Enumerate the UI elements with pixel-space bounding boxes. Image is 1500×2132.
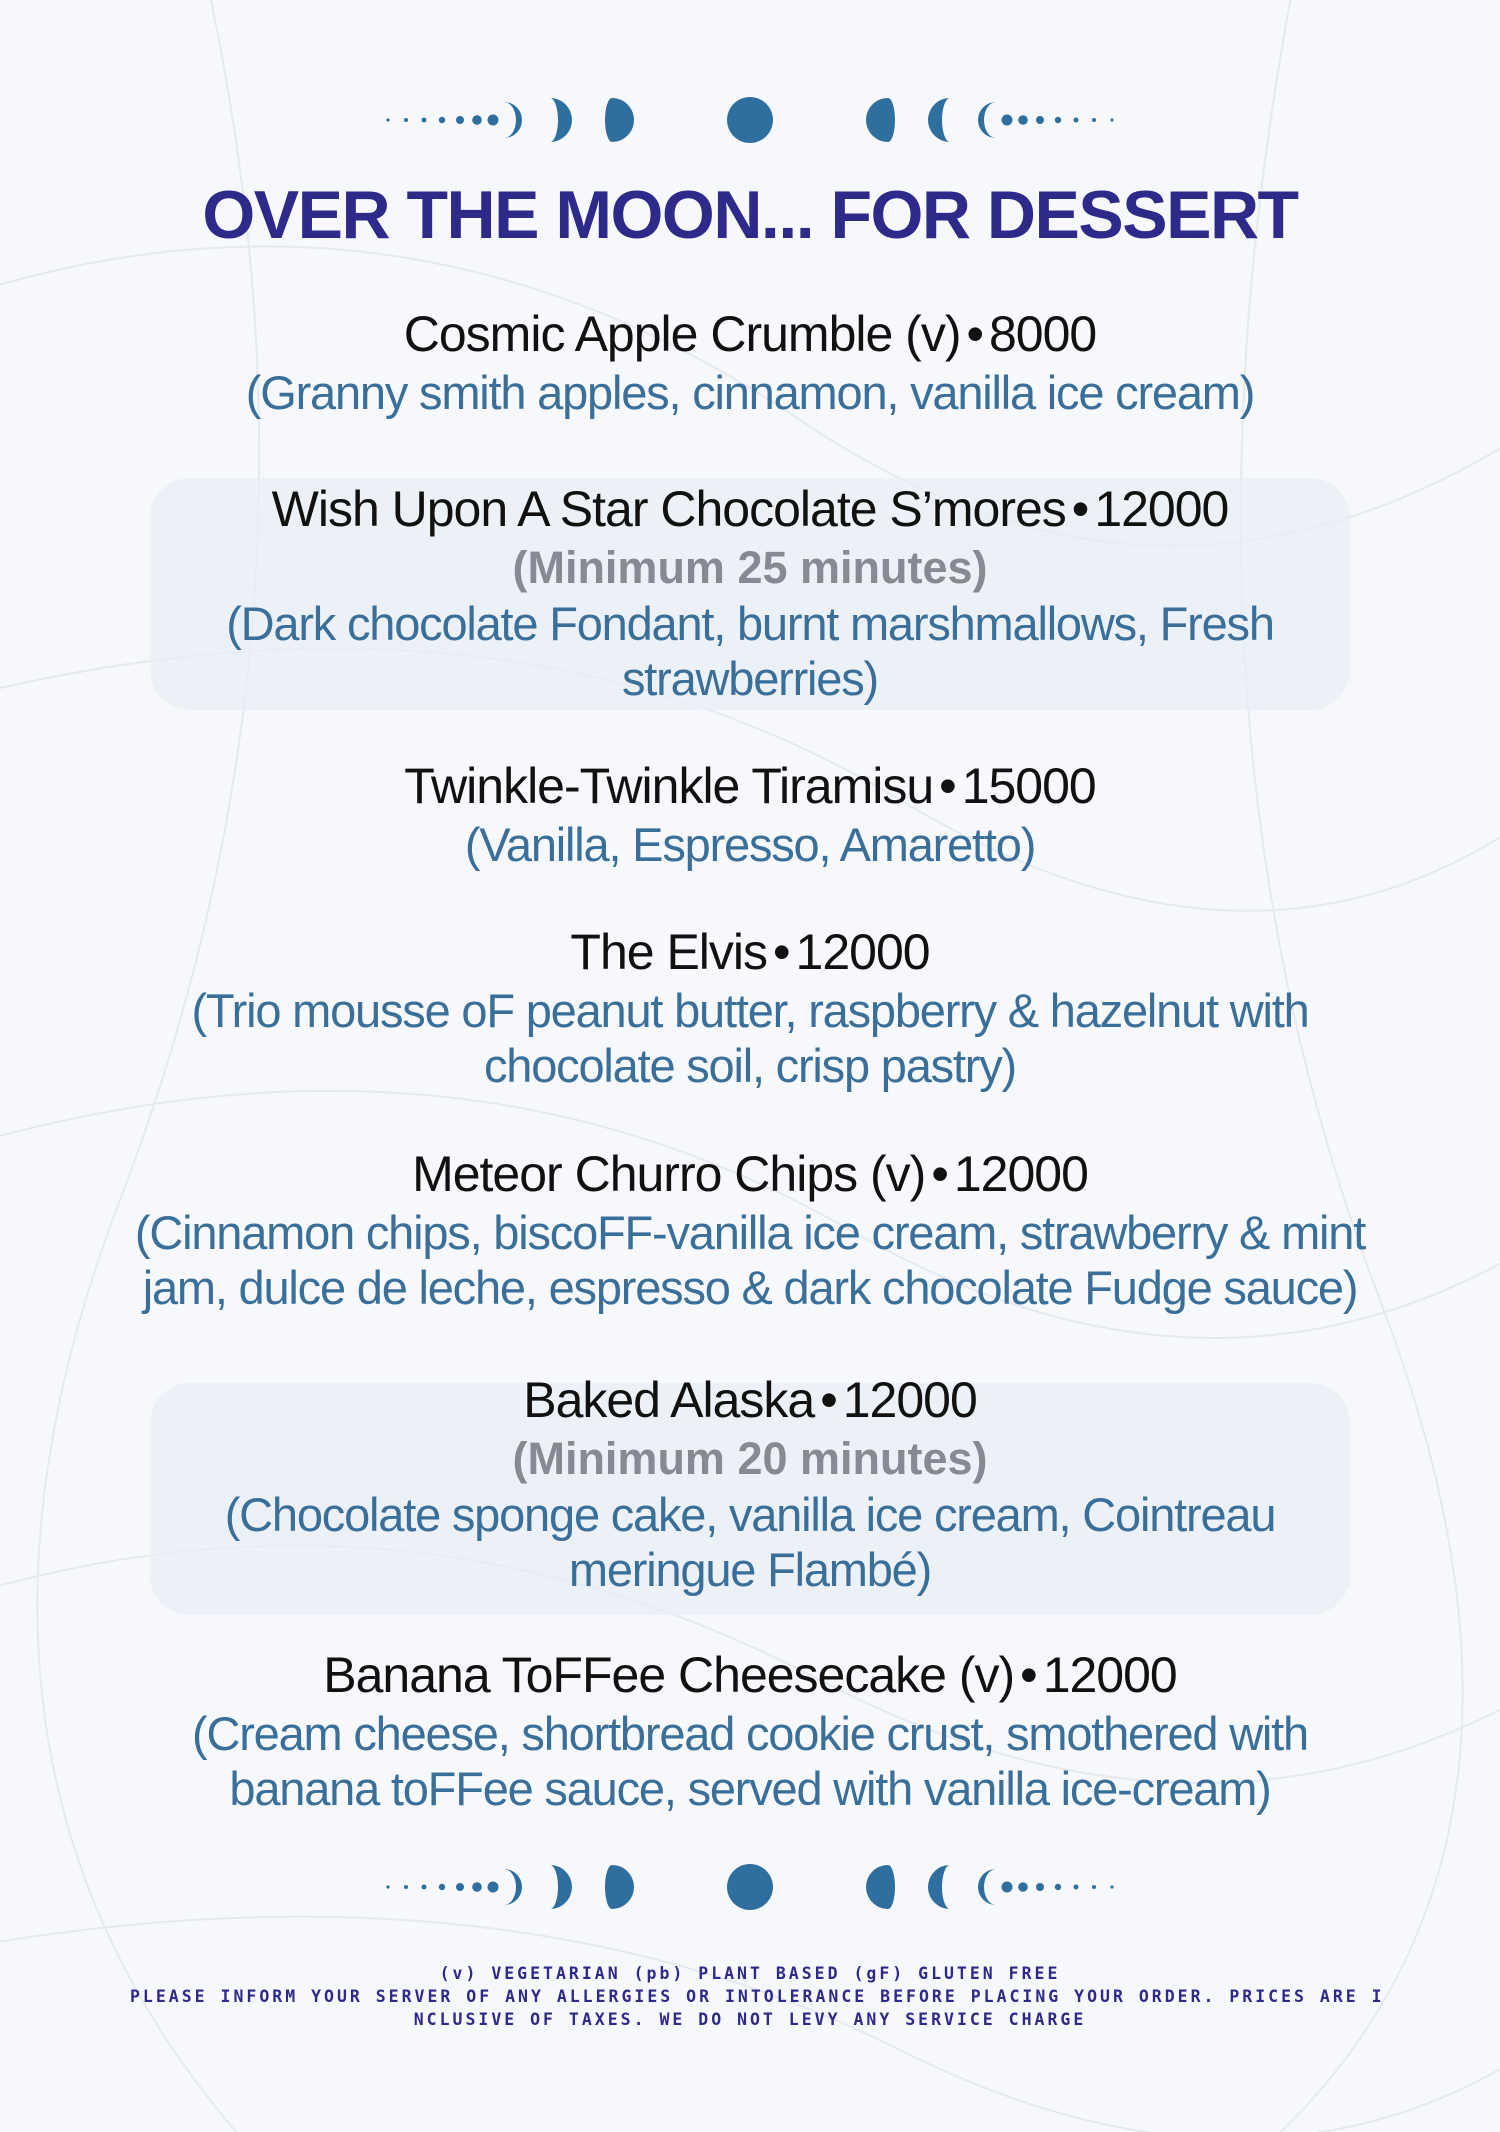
moon-phases-divider-icon	[380, 90, 1120, 150]
dish-name: Banana ToFFee Cheesecake (v)	[323, 1647, 1015, 1703]
menu-item	[0, 921, 1500, 1093]
allergy-notice-line: NCLUSIVE OF TAXES. WE DO NOT LEVY ANY SERVICE CHARGE	[413, 2010, 1087, 2029]
moon-phases-divider-icon	[380, 1857, 1120, 1917]
menu-item	[0, 303, 1500, 420]
price-separator: •	[931, 1146, 948, 1202]
dish-description: strawberries)	[621, 652, 878, 705]
dish-description: (Cream cheese, shortbread cookie crust, smothered with	[192, 1707, 1308, 1760]
menu-title: OVER THE MOON... FOR DESSERT	[202, 177, 1298, 253]
dish-name: Cosmic Apple Crumble (v)	[403, 306, 961, 362]
dish-price: 12000	[1094, 481, 1229, 537]
dish-name-line	[0, 755, 1500, 817]
dish-price: 8000	[989, 306, 1097, 362]
price-separator: •	[1071, 481, 1089, 537]
price-separator: •	[966, 306, 983, 362]
dish-description: (Dark chocolate Fondant, burnt marshmallows, Fresh	[226, 597, 1274, 650]
dish-price: 12000	[795, 924, 930, 980]
dish-price: 12000	[953, 1146, 1088, 1202]
price-separator: •	[773, 924, 790, 980]
dish-name: Meteor Churro Chips (v)	[412, 1146, 926, 1202]
dish-name-line	[0, 921, 1500, 983]
price-separator: •	[939, 758, 956, 814]
dish-name-line	[0, 478, 1500, 540]
dish-description: meringue Flambé)	[568, 1543, 932, 1596]
dish-name: Baked Alaska	[523, 1372, 815, 1428]
dish-price: 12000	[842, 1372, 977, 1428]
dietary-legend: (v) VEGETARIAN (pb) PLANT BASED (gF) GLUTEN FREE	[439, 1964, 1061, 1983]
dish-description: (Granny smith apples, cinnamon, vanilla ice cream)	[245, 366, 1255, 419]
allergy-notice-line: PLEASE INFORM YOUR SERVER OF ANY ALLERGIES OR INTOLERANCE BEFORE PLACING YOUR ORDER. PRICES ARE I	[130, 1987, 1385, 2006]
price-separator: •	[820, 1372, 837, 1428]
dish-description: (Cinnamon chips, biscoFF-vanilla ice cream, strawberry & mint	[134, 1206, 1366, 1259]
menu-item	[0, 755, 1500, 872]
price-separator: •	[1020, 1647, 1037, 1703]
dish-name: Wish Upon A Star Chocolate S’mores	[271, 481, 1066, 537]
dish-description: banana toFFee sauce, served with vanilla ice-cream)	[229, 1762, 1271, 1815]
dish-name: The Elvis	[570, 924, 768, 980]
menu-item	[0, 1143, 1500, 1315]
dish-name: Twinkle-Twinkle Tiramisu	[404, 758, 934, 814]
dish-price: 15000	[961, 758, 1096, 814]
dish-note: (Minimum 25 minutes)	[512, 542, 988, 593]
footer-notice	[130, 1962, 1385, 2031]
dish-description: (Vanilla, Espresso, Amaretto)	[464, 818, 1036, 871]
dish-name-line	[0, 1143, 1500, 1205]
dish-price: 12000	[1042, 1647, 1177, 1703]
dish-note: (Minimum 20 minutes)	[512, 1433, 988, 1484]
dish-description: chocolate soil, crisp pastry)	[483, 1039, 1017, 1092]
dish-description: (Chocolate sponge cake, vanilla ice cream, Cointreau	[224, 1488, 1276, 1541]
dish-name-line	[0, 1644, 1500, 1706]
dish-description: (Trio mousse oF peanut butter, raspberry & hazelnut with	[191, 984, 1309, 1037]
menu-item	[0, 1369, 1500, 1597]
menu-item	[0, 1644, 1500, 1816]
dish-name-line	[0, 1369, 1500, 1431]
dish-description: jam, dulce de leche, espresso & dark chocolate Fudge sauce)	[142, 1261, 1358, 1314]
menu-item	[0, 478, 1500, 706]
dish-name-line	[0, 303, 1500, 365]
